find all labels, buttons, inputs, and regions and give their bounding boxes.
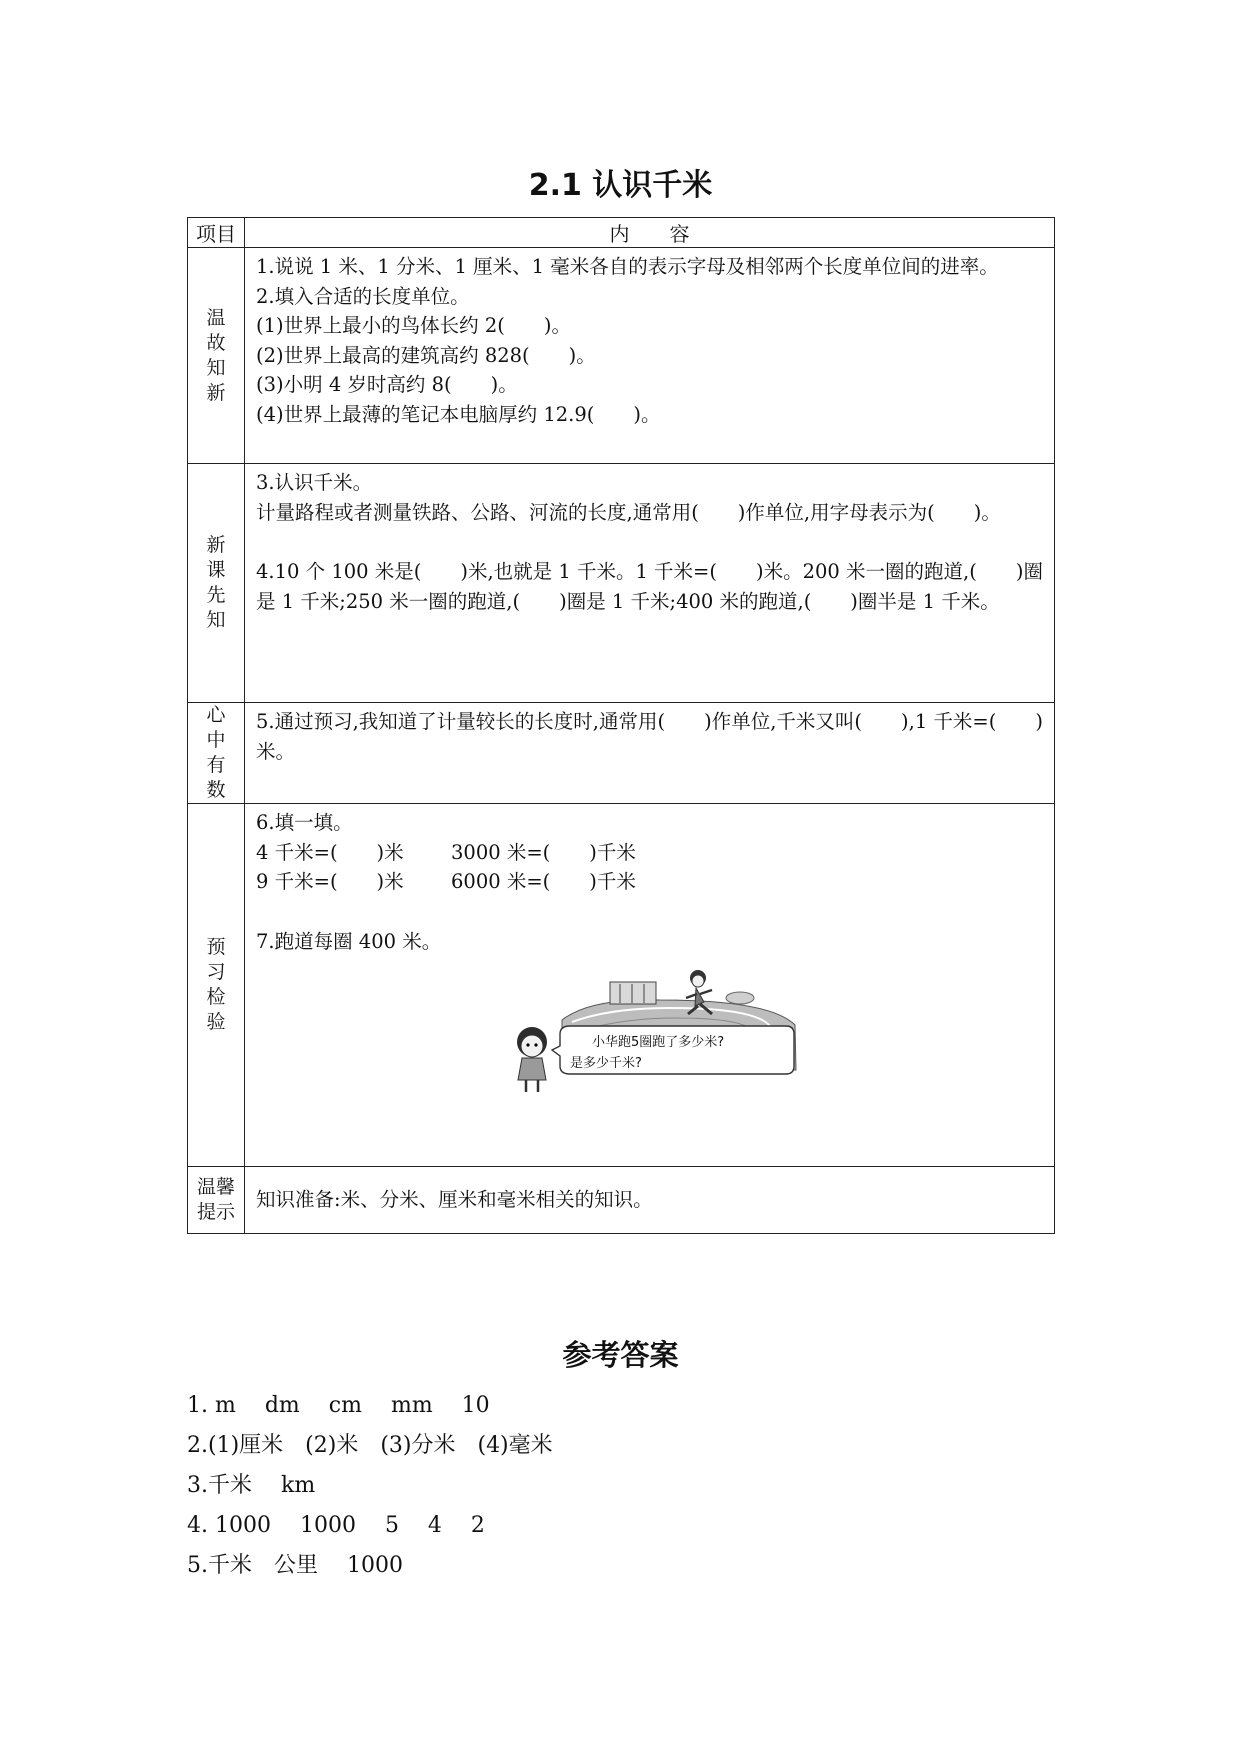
table-row-mind [188, 703, 1055, 804]
track-illustration-svg [500, 970, 800, 1100]
answer-line: 4. 1000 1000 5 4 2 [187, 1513, 485, 1538]
row-label-new: 新 课 先 知 [188, 464, 245, 703]
answer-line: 2.(1)厘米 (2)米 (3)分米 (4)毫米 [187, 1433, 553, 1458]
page-title: 2.1 认识千米 [528, 168, 713, 203]
row-content-tip [245, 1167, 1055, 1234]
row-label-mind: 心 中 有 数 [188, 703, 245, 804]
question-6-title: 6.填一填。 [256, 811, 353, 834]
row-content-new [245, 464, 1055, 703]
row-content-review [245, 248, 1055, 464]
table-row-new [188, 464, 1055, 703]
question-3-body: 计量路程或者测量铁路、公路、河流的长度,通常用( )作单位,用字母表示为( )。 [256, 500, 1001, 524]
row-label-tip: 温馨 提示 [188, 1167, 245, 1234]
question-2-2: (2)世界上最高的建筑高约 828( )。 [256, 343, 596, 367]
table-row-tip [188, 1167, 1055, 1234]
bubble-text-1: 小华跑5圈跑了多少米? [592, 1035, 725, 1050]
row-content-check [245, 804, 1055, 1167]
bubble-text-2: 是多少千米? [570, 1056, 642, 1071]
spacer [256, 897, 1044, 927]
spacer [256, 527, 1044, 557]
row-content-mind [245, 703, 1055, 804]
answers-title: 参考答案 [562, 1338, 679, 1372]
question-2: 2.填入合适的长度单位。 [256, 284, 470, 308]
header-item: 项目 [188, 218, 245, 248]
running-track-illustration [500, 970, 800, 1100]
answer-line: 3.千米 km [187, 1473, 316, 1498]
fill-item: 9 千米=( )米 [256, 870, 404, 893]
question-7: 7.跑道每圈 400 米。 [256, 929, 442, 953]
row-label-review: 温 故 知 新 [188, 248, 245, 464]
question-3-title: 3.认识千米。 [256, 471, 373, 494]
tip-text: 知识准备:米、分米、厘米和毫米相关的知识。 [256, 1188, 653, 1212]
question-5: 5.通过预习,我知道了计量较长的长度时,通常用( )作单位,千米又叫( ),1 千米=( )米。 [256, 710, 1043, 763]
table-header-row [188, 218, 1055, 248]
table-row-check [188, 804, 1055, 1167]
answer-line: 1. m dm cm mm 10 [187, 1393, 490, 1418]
fill-grid [256, 838, 1044, 897]
question-1: 1.说说 1 米、1 分米、1 厘米、1 毫米各自的表示字母及相邻两个长度单位间的进率。 [256, 255, 999, 278]
fill-item: 3000 米=( )千米 [451, 840, 636, 864]
fill-item: 4 千米=( )米 [256, 840, 404, 864]
question-4: 4.10 个 100 米是( )米,也就是 1 千米。1 千米=( )米。200 米一圈的跑道,( )圈是 1 千米;250 米一圈的跑道,( )圈是 1 千米;400 米的跑道,( )圈半是 1 千米。 [256, 560, 1043, 613]
fill-item: 6000 米=( )千米 [451, 870, 636, 893]
question-2-3: (3)小明 4 岁时高约 8( )。 [256, 373, 518, 396]
question-2-4: (4)世界上最薄的笔记本电脑厚约 12.9( )。 [256, 402, 661, 426]
header-content: 内 容 [245, 218, 1055, 248]
answer-line: 5.千米 公里 1000 [187, 1553, 403, 1578]
question-2-1: (1)世界上最小的鸟体长约 2( )。 [256, 314, 571, 337]
row-label-check: 预 习 检 验 [188, 804, 245, 1167]
preview-table [187, 217, 1055, 1234]
answers-list [187, 1386, 553, 1586]
table-row-review [188, 248, 1055, 464]
